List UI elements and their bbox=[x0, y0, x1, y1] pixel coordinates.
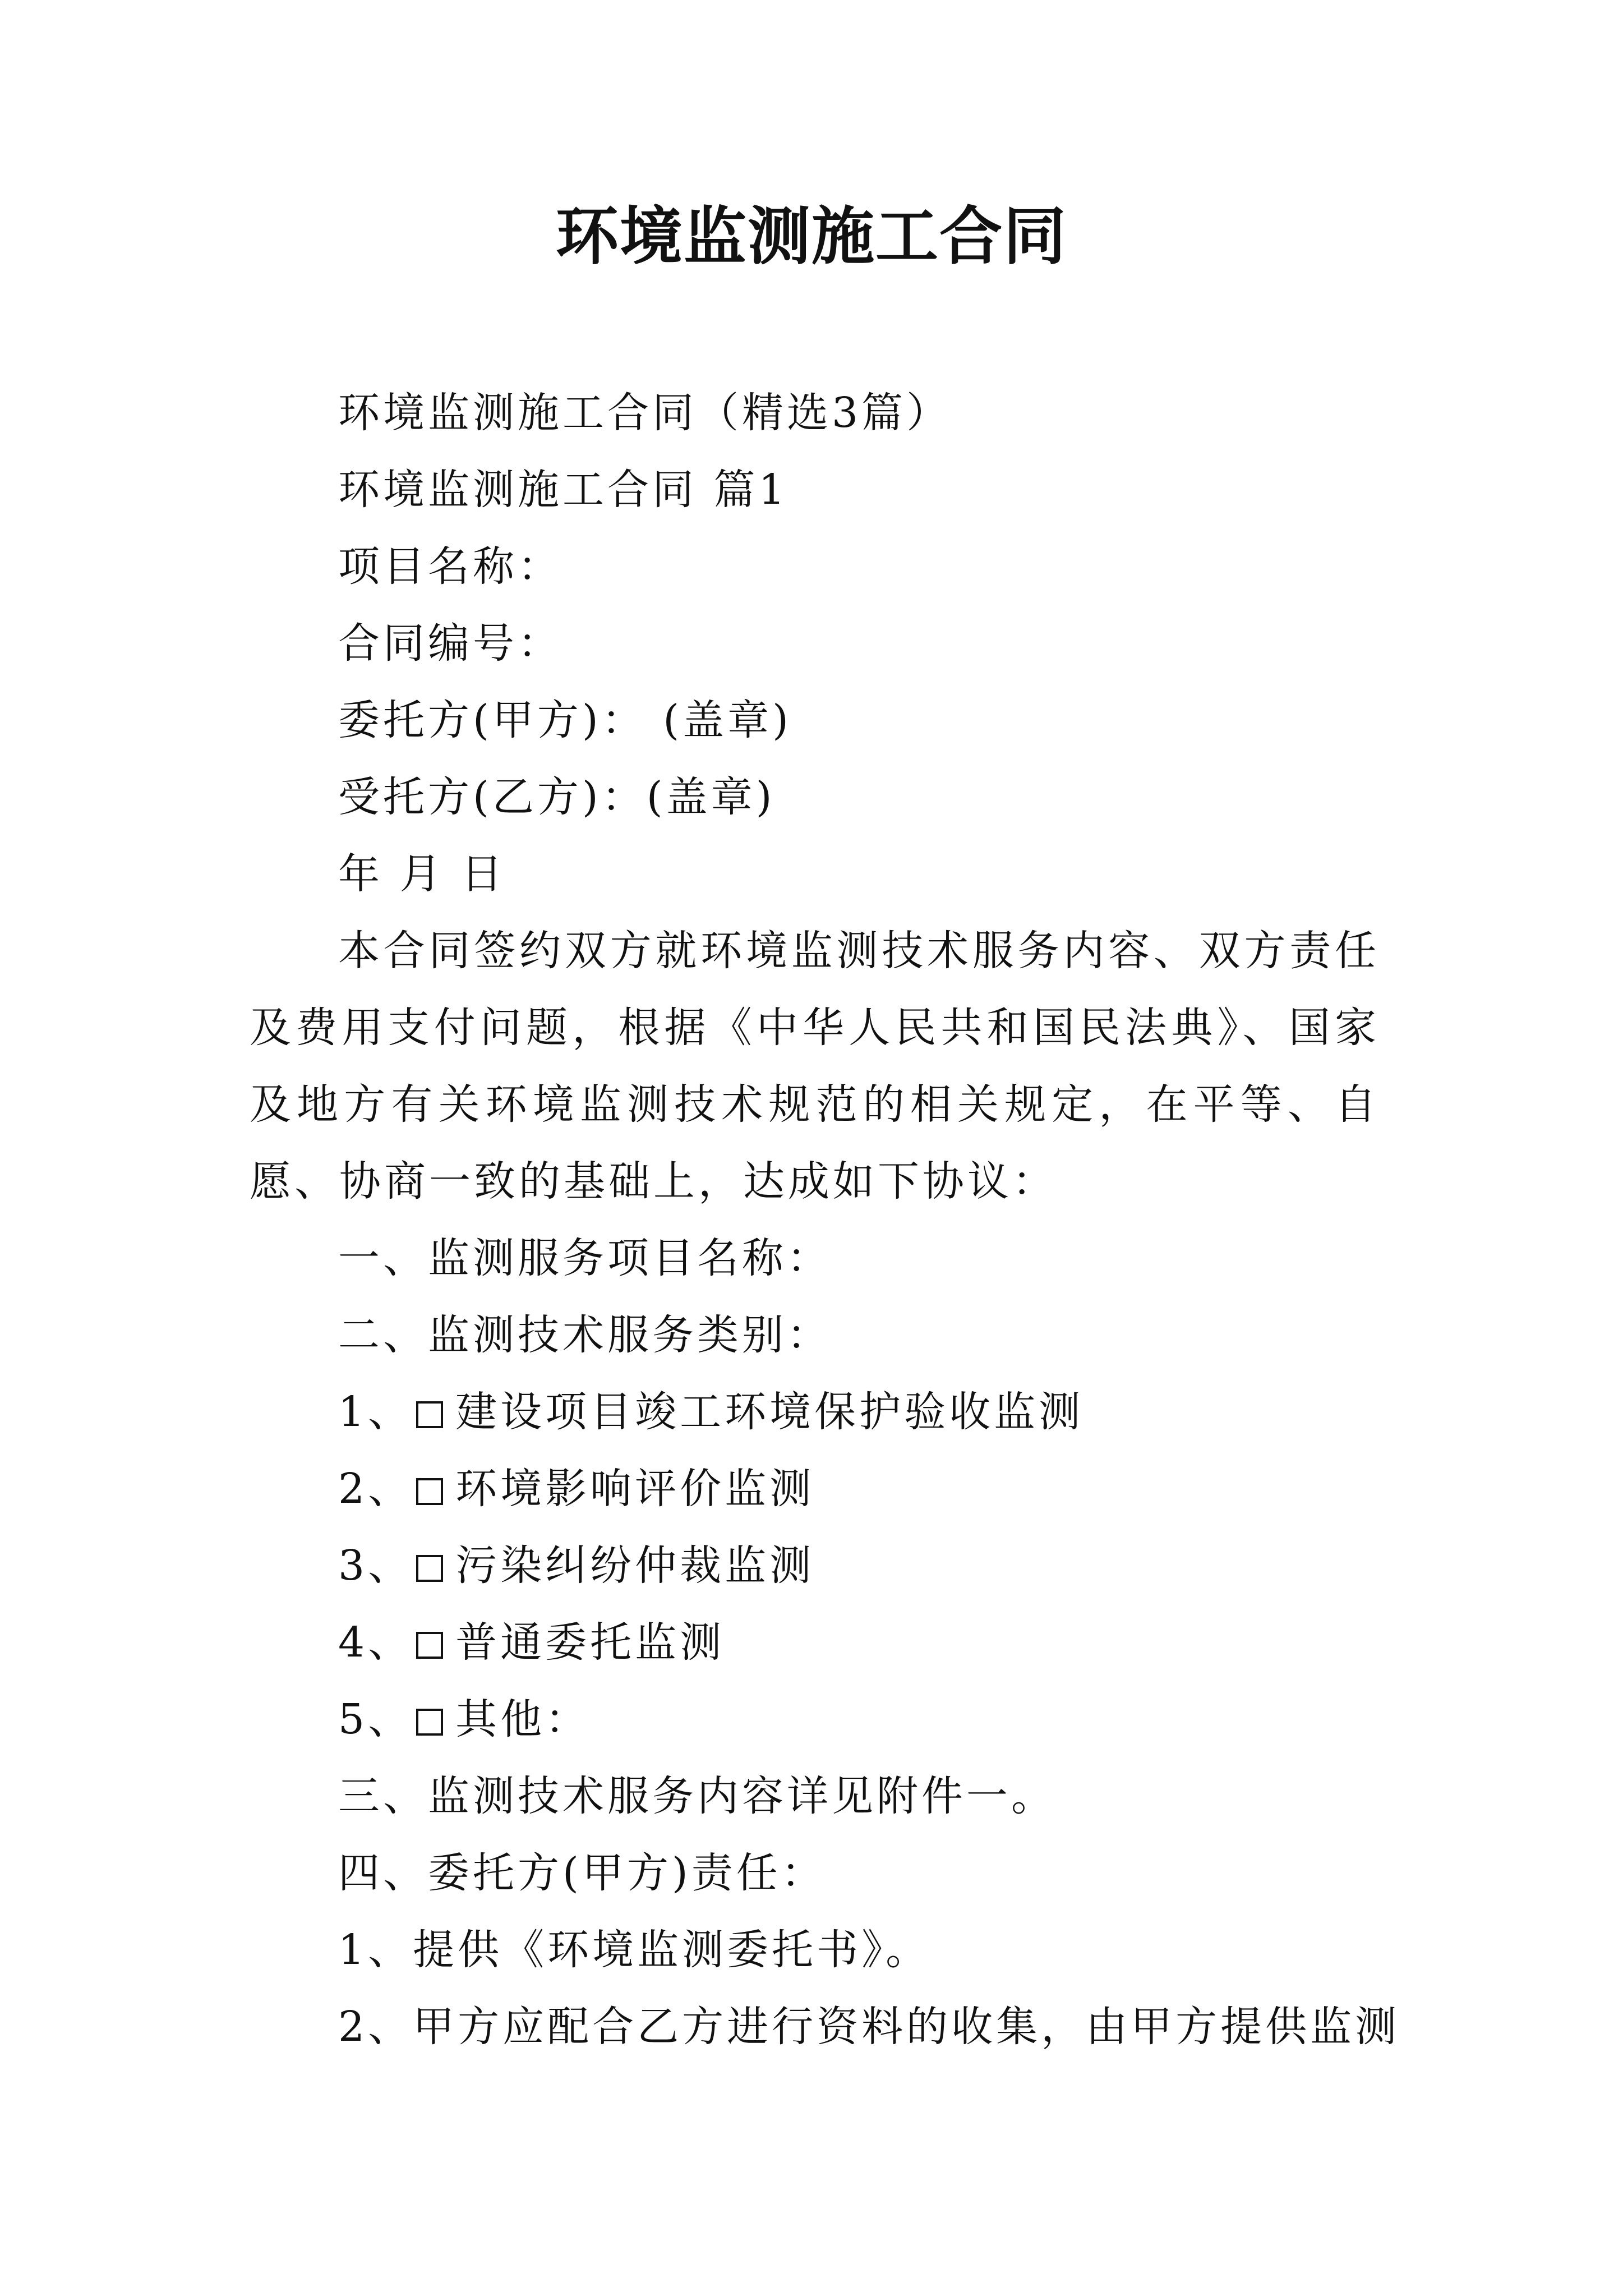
category-label: 环境影响评价监测 bbox=[455, 1465, 815, 1513]
document-title: 环境监测施工合同 bbox=[556, 200, 1067, 273]
category-item bbox=[250, 1374, 1380, 1451]
category-label: 污染纠纷仲裁监测 bbox=[455, 1542, 815, 1590]
project-name-label: 项目名称： bbox=[338, 542, 562, 591]
client-duty-item-1: 1、提供《环境监测委托书》。 bbox=[338, 1926, 931, 1974]
checkbox-icon[interactable] bbox=[416, 1478, 443, 1505]
category-number: 2、 bbox=[338, 1465, 413, 1513]
category-number: 5、 bbox=[338, 1695, 413, 1743]
section-2-heading: 二、监测技术服务类别： bbox=[338, 1311, 832, 1359]
checkbox-icon[interactable] bbox=[416, 1555, 443, 1582]
category-item bbox=[250, 1451, 1380, 1527]
client-duty-item-2: 2、甲方应配合乙方进行资料的收集，由甲方提供监测 bbox=[338, 2003, 1400, 2051]
contract-number-label: 合同编号： bbox=[338, 619, 562, 668]
category-number: 4、 bbox=[338, 1618, 413, 1667]
intro-paragraph: 本合同签约双方就环境监测技术服务内容、双方责任及费用支付问题，根据《中华人民共和国民法典》、国家及地方有关环境监测技术规范的相关规定，在平等、自愿、协商一致的基础上，达成如下协议： bbox=[250, 927, 1380, 1205]
category-number: 3、 bbox=[338, 1542, 413, 1590]
date-line: 年 月 日 bbox=[338, 850, 506, 898]
section-1-heading: 一、监测服务项目名称： bbox=[338, 1234, 832, 1282]
checkbox-icon[interactable] bbox=[416, 1709, 443, 1736]
client-party-label: 委托方(甲方)： (盖章) bbox=[338, 696, 792, 744]
category-item bbox=[250, 1604, 1380, 1681]
checkbox-icon[interactable] bbox=[416, 1401, 443, 1428]
contractor-party-label: 受托方(乙方)：(盖章) bbox=[338, 773, 776, 821]
category-number: 1、 bbox=[338, 1388, 413, 1436]
category-label: 建设项目竣工环境保护验收监测 bbox=[455, 1388, 1084, 1436]
checkbox-icon[interactable] bbox=[416, 1632, 443, 1659]
document-body bbox=[250, 375, 1400, 2065]
category-item bbox=[250, 1681, 1380, 1758]
section-3-heading: 三、监测技术服务内容详见附件一。 bbox=[338, 1772, 1056, 1820]
category-label: 其他： bbox=[455, 1695, 591, 1743]
section-4-heading: 四、委托方(甲方)责任： bbox=[338, 1849, 826, 1897]
part-heading: 环境监测施工合同 篇1 bbox=[338, 466, 789, 514]
category-item bbox=[250, 1527, 1380, 1604]
category-label: 普通委托监测 bbox=[455, 1618, 725, 1667]
subtitle: 环境监测施工合同（精选3篇） bbox=[338, 389, 952, 437]
